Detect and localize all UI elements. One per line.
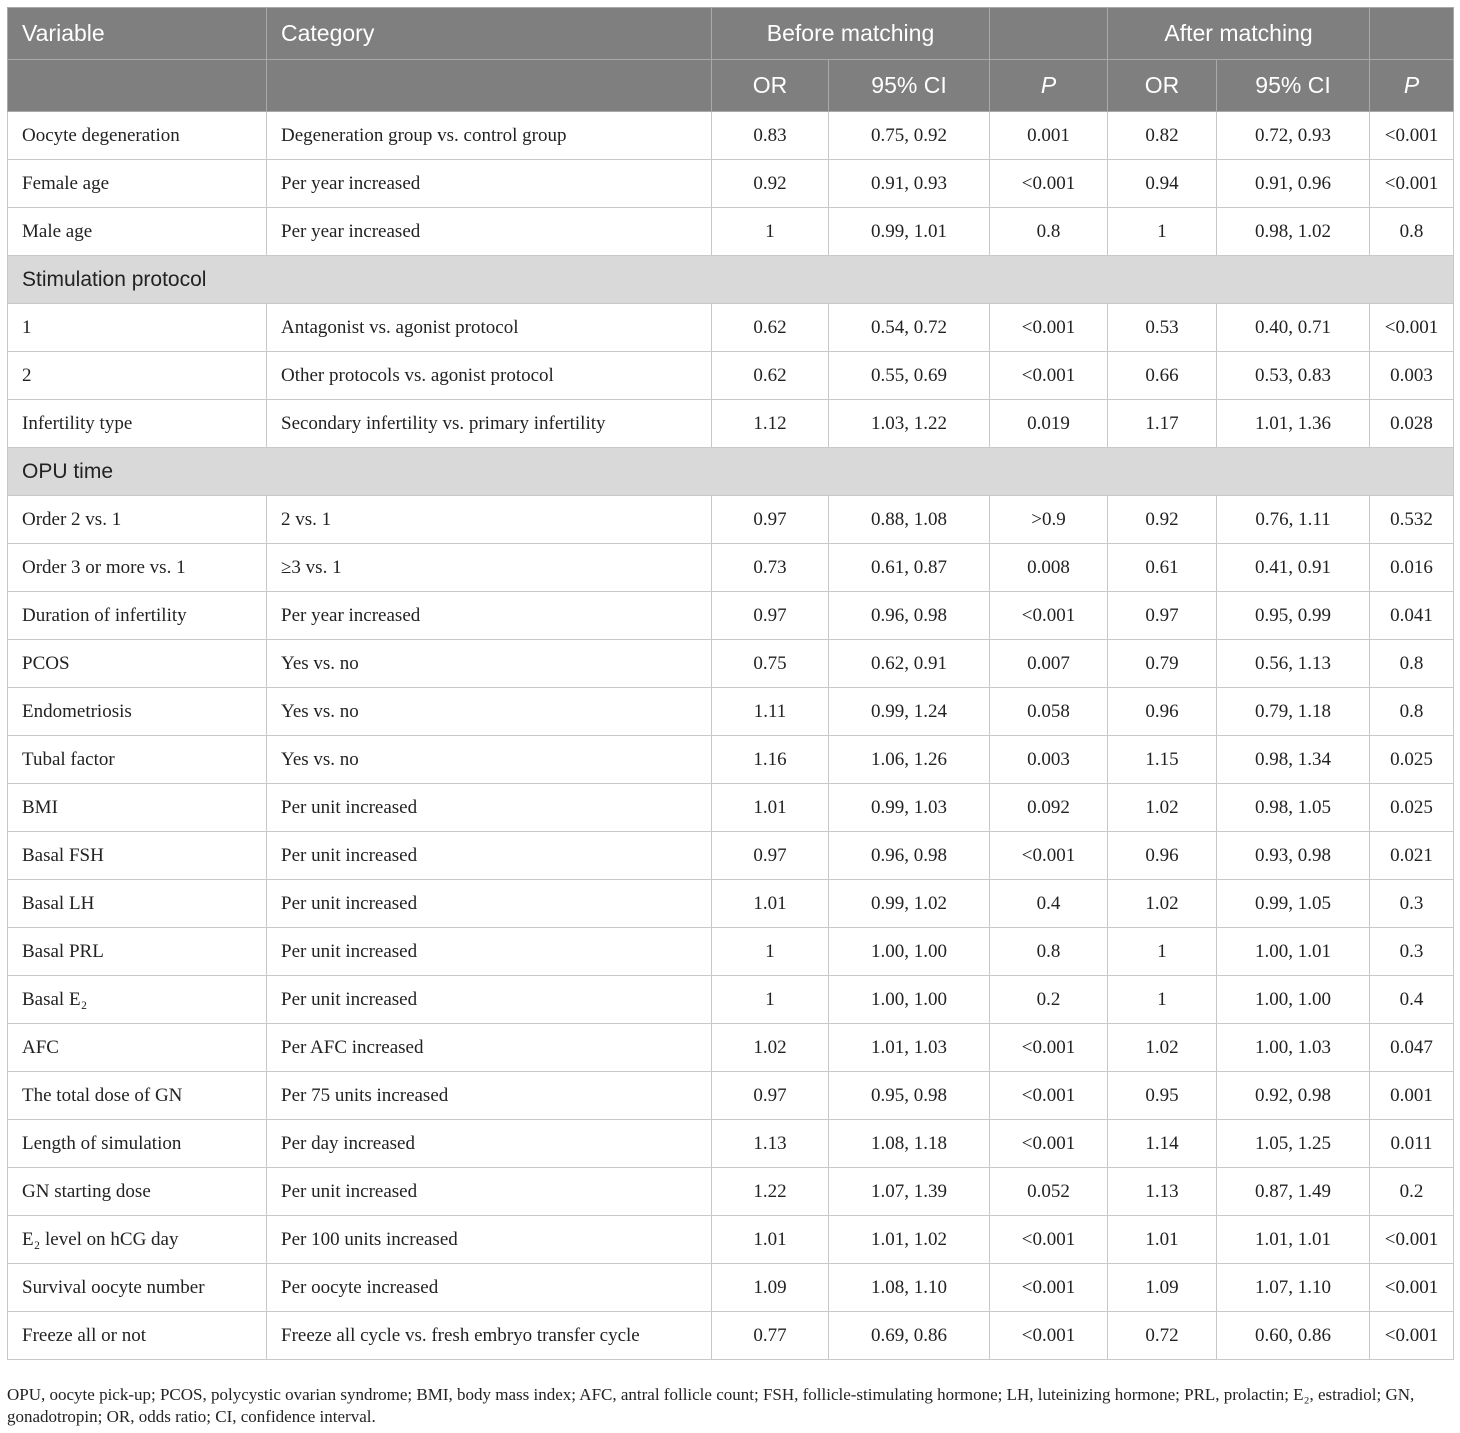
cell-after-ci: 1.01, 1.01 [1217,1216,1370,1264]
cell-after-p: 0.047 [1370,1024,1454,1072]
header-category: Category [267,8,712,60]
cell-variable: Oocyte degeneration [8,112,267,160]
cell-category: Per unit increased [267,832,712,880]
cell-category: ≥3 vs. 1 [267,544,712,592]
cell-category: Degeneration group vs. control group [267,112,712,160]
cell-before-or: 1 [712,976,829,1024]
table-row [8,1072,1454,1120]
cell-category: Secondary infertility vs. primary infertility [267,400,712,448]
cell-after-ci: 0.99, 1.05 [1217,880,1370,928]
cell-before-or: 0.97 [712,592,829,640]
table-row [8,880,1454,928]
cell-after-ci: 0.72, 0.93 [1217,112,1370,160]
cell-before-or: 1 [712,928,829,976]
cell-before-ci: 1.07, 1.39 [829,1168,990,1216]
cell-before-ci: 0.69, 0.86 [829,1312,990,1360]
cell-after-or: 0.92 [1108,496,1217,544]
cell-category: Yes vs. no [267,736,712,784]
section-row [8,256,1454,304]
cell-category: Per year increased [267,160,712,208]
cell-before-p: 0.008 [990,544,1108,592]
cell-before-or: 0.62 [712,352,829,400]
cell-after-p: 0.041 [1370,592,1454,640]
cell-after-ci: 0.98, 1.05 [1217,784,1370,832]
cell-after-ci: 0.98, 1.02 [1217,208,1370,256]
header-after-matching: After matching [1108,8,1370,60]
cell-after-or: 0.96 [1108,832,1217,880]
cell-after-ci: 0.79, 1.18 [1217,688,1370,736]
cell-before-p: 0.019 [990,400,1108,448]
cell-after-p: 0.016 [1370,544,1454,592]
cell-after-p: 0.025 [1370,736,1454,784]
header-before-ci: 95% CI [829,60,990,112]
cell-after-ci: 1.05, 1.25 [1217,1120,1370,1168]
cell-before-p: <0.001 [990,1216,1108,1264]
cell-after-or: 0.79 [1108,640,1217,688]
header-after-empty [1370,8,1454,60]
cell-before-ci: 1.08, 1.10 [829,1264,990,1312]
cell-before-p: <0.001 [990,592,1108,640]
cell-before-ci: 0.99, 1.01 [829,208,990,256]
cell-variable: Endometriosis [8,688,267,736]
cell-before-p: 0.092 [990,784,1108,832]
cell-after-ci: 0.91, 0.96 [1217,160,1370,208]
cell-before-ci: 1.01, 1.03 [829,1024,990,1072]
header-after-ci: 95% CI [1217,60,1370,112]
cell-before-ci: 1.00, 1.00 [829,976,990,1024]
cell-after-p: 0.8 [1370,688,1454,736]
cell-before-or: 0.97 [712,1072,829,1120]
cell-before-ci: 1.08, 1.18 [829,1120,990,1168]
cell-before-or: 1.01 [712,1216,829,1264]
cell-after-ci: 1.01, 1.36 [1217,400,1370,448]
cell-after-or: 1 [1108,208,1217,256]
cell-before-p: <0.001 [990,1072,1108,1120]
cell-before-or: 1.13 [712,1120,829,1168]
cell-before-ci: 0.96, 0.98 [829,832,990,880]
cell-before-ci: 0.55, 0.69 [829,352,990,400]
table-row [8,208,1454,256]
cell-variable: Basal FSH [8,832,267,880]
cell-after-p: 0.532 [1370,496,1454,544]
cell-before-ci: 0.99, 1.02 [829,880,990,928]
cell-after-ci: 0.87, 1.49 [1217,1168,1370,1216]
table-row [8,496,1454,544]
cell-category: Per 75 units increased [267,1072,712,1120]
cell-category: Per year increased [267,592,712,640]
cell-before-or: 0.62 [712,304,829,352]
cell-before-ci: 0.99, 1.03 [829,784,990,832]
cell-before-p: <0.001 [990,352,1108,400]
cell-before-or: 0.77 [712,1312,829,1360]
header-variable: Variable [8,8,267,60]
cell-before-p: 0.007 [990,640,1108,688]
cell-before-p: <0.001 [990,160,1108,208]
cell-before-p: 0.001 [990,112,1108,160]
cell-after-ci: 1.07, 1.10 [1217,1264,1370,1312]
cell-category: Other protocols vs. agonist protocol [267,352,712,400]
cell-category: Per unit increased [267,928,712,976]
header-before-p: P [990,60,1108,112]
cell-after-ci: 0.92, 0.98 [1217,1072,1370,1120]
cell-after-ci: 1.00, 1.01 [1217,928,1370,976]
cell-after-or: 0.94 [1108,160,1217,208]
cell-before-ci: 0.96, 0.98 [829,592,990,640]
table-row [8,1264,1454,1312]
cell-after-or: 1.17 [1108,400,1217,448]
cell-category: Per year increased [267,208,712,256]
cell-before-ci: 0.54, 0.72 [829,304,990,352]
cell-after-p: <0.001 [1370,1264,1454,1312]
table-row [8,976,1454,1024]
cell-category: Per day increased [267,1120,712,1168]
cell-before-p: 0.003 [990,736,1108,784]
cell-before-ci: 0.95, 0.98 [829,1072,990,1120]
cell-after-or: 0.72 [1108,1312,1217,1360]
cell-before-or: 0.75 [712,640,829,688]
cell-variable: GN starting dose [8,1168,267,1216]
cell-variable: 2 [8,352,267,400]
cell-variable: Basal PRL [8,928,267,976]
cell-before-p: 0.8 [990,928,1108,976]
table-row [8,544,1454,592]
header-after-or: OR [1108,60,1217,112]
cell-before-or: 1.22 [712,1168,829,1216]
cell-after-p: 0.2 [1370,1168,1454,1216]
cell-before-ci: 0.61, 0.87 [829,544,990,592]
cell-after-p: 0.011 [1370,1120,1454,1168]
cell-after-ci: 1.00, 1.03 [1217,1024,1370,1072]
cell-after-or: 1.02 [1108,1024,1217,1072]
cell-variable: The total dose of GN [8,1072,267,1120]
cell-before-or: 0.97 [712,496,829,544]
cell-after-p: 0.3 [1370,928,1454,976]
cell-before-p: 0.2 [990,976,1108,1024]
cell-after-p: 0.028 [1370,400,1454,448]
cell-variable: AFC [8,1024,267,1072]
cell-before-p: <0.001 [990,832,1108,880]
cell-variable: Length of simulation [8,1120,267,1168]
cell-before-or: 1.01 [712,880,829,928]
table-footnote: OPU, oocyte pick-up; PCOS, polycystic ovarian syndrome; BMI, body mass index; AFC, antral follicle count; FSH, follicle-stimulating hormone; LH, luteinizing hormone; PRL, prolactin; E₂, estradiol; GN, gonadotropin; OR, odds ratio; CI, confidence interval. [7,1385,1415,1426]
cell-after-or: 1.14 [1108,1120,1217,1168]
header-before-empty [990,8,1108,60]
cell-category: Per oocyte increased [267,1264,712,1312]
table-row [8,784,1454,832]
cell-variable: Order 2 vs. 1 [8,496,267,544]
cell-variable: Survival oocyte number [8,1264,267,1312]
cell-variable: BMI [8,784,267,832]
cell-category: Antagonist vs. agonist protocol [267,304,712,352]
cell-variable: Basal LH [8,880,267,928]
table-body [8,112,1454,1360]
table-row [8,1168,1454,1216]
cell-before-p: 0.052 [990,1168,1108,1216]
cell-variable: PCOS [8,640,267,688]
table-row [8,688,1454,736]
cell-category: Yes vs. no [267,688,712,736]
section-label: Stimulation protocol [8,256,1454,304]
header-before-or: OR [712,60,829,112]
header-after-p: P [1370,60,1454,112]
cell-after-or: 0.97 [1108,592,1217,640]
cell-before-or: 0.97 [712,832,829,880]
cell-before-p: <0.001 [990,1264,1108,1312]
cell-before-ci: 1.01, 1.02 [829,1216,990,1264]
cell-before-or: 0.83 [712,112,829,160]
results-table [7,7,1454,1360]
cell-before-p: >0.9 [990,496,1108,544]
cell-before-or: 1.16 [712,736,829,784]
cell-category: Per AFC increased [267,1024,712,1072]
table-row [8,1120,1454,1168]
cell-variable: Basal E₂ [8,976,267,1024]
cell-category: Per unit increased [267,976,712,1024]
table-row [8,352,1454,400]
cell-after-or: 1.09 [1108,1264,1217,1312]
header-empty-category [267,60,712,112]
header-empty-variable [8,60,267,112]
table-row [8,160,1454,208]
cell-variable: Freeze all or not [8,1312,267,1360]
cell-before-or: 0.92 [712,160,829,208]
cell-after-p: <0.001 [1370,1312,1454,1360]
cell-after-or: 0.61 [1108,544,1217,592]
cell-after-p: 0.4 [1370,976,1454,1024]
cell-after-p: 0.025 [1370,784,1454,832]
cell-category: 2 vs. 1 [267,496,712,544]
cell-after-or: 0.66 [1108,352,1217,400]
cell-after-or: 1.02 [1108,880,1217,928]
cell-before-ci: 0.75, 0.92 [829,112,990,160]
cell-category: Freeze all cycle vs. fresh embryo transfer cycle [267,1312,712,1360]
cell-variable: Order 3 or more vs. 1 [8,544,267,592]
cell-before-or: 1 [712,208,829,256]
cell-before-ci: 1.03, 1.22 [829,400,990,448]
cell-before-or: 1.11 [712,688,829,736]
cell-before-p: <0.001 [990,1312,1108,1360]
cell-after-or: 0.95 [1108,1072,1217,1120]
header-before-matching: Before matching [712,8,990,60]
cell-after-or: 0.96 [1108,688,1217,736]
cell-before-p: 0.8 [990,208,1108,256]
table-row [8,304,1454,352]
table-row [8,1312,1454,1360]
cell-variable: Male age [8,208,267,256]
cell-variable: Infertility type [8,400,267,448]
cell-before-p: <0.001 [990,1024,1108,1072]
cell-after-p: 0.001 [1370,1072,1454,1120]
cell-before-ci: 1.06, 1.26 [829,736,990,784]
cell-variable: Duration of infertility [8,592,267,640]
cell-before-or: 1.02 [712,1024,829,1072]
cell-before-ci: 0.62, 0.91 [829,640,990,688]
cell-variable: Female age [8,160,267,208]
cell-before-or: 1.12 [712,400,829,448]
cell-before-p: <0.001 [990,1120,1108,1168]
cell-after-p: <0.001 [1370,304,1454,352]
cell-after-or: 1.15 [1108,736,1217,784]
cell-after-ci: 0.93, 0.98 [1217,832,1370,880]
cell-before-p: 0.058 [990,688,1108,736]
cell-after-or: 1 [1108,928,1217,976]
cell-before-ci: 0.91, 0.93 [829,160,990,208]
cell-category: Per unit increased [267,880,712,928]
cell-after-p: 0.003 [1370,352,1454,400]
cell-before-p: 0.4 [990,880,1108,928]
cell-after-p: 0.8 [1370,208,1454,256]
cell-variable: Tubal factor [8,736,267,784]
cell-after-ci: 0.40, 0.71 [1217,304,1370,352]
cell-after-p: <0.001 [1370,1216,1454,1264]
cell-after-p: <0.001 [1370,160,1454,208]
cell-variable: 1 [8,304,267,352]
cell-after-ci: 0.41, 0.91 [1217,544,1370,592]
cell-after-or: 1 [1108,976,1217,1024]
table-row [8,1216,1454,1264]
table-row [8,832,1454,880]
cell-before-or: 1.01 [712,784,829,832]
cell-variable: E₂ level on hCG day [8,1216,267,1264]
cell-category: Per unit increased [267,784,712,832]
cell-after-ci: 0.95, 0.99 [1217,592,1370,640]
cell-after-ci: 0.76, 1.11 [1217,496,1370,544]
cell-after-or: 1.01 [1108,1216,1217,1264]
cell-after-ci: 0.60, 0.86 [1217,1312,1370,1360]
section-row [8,448,1454,496]
cell-after-p: 0.021 [1370,832,1454,880]
cell-after-ci: 1.00, 1.00 [1217,976,1370,1024]
table-row [8,736,1454,784]
cell-before-or: 1.09 [712,1264,829,1312]
table-row [8,400,1454,448]
cell-before-or: 0.73 [712,544,829,592]
section-label: OPU time [8,448,1454,496]
cell-after-ci: 0.98, 1.34 [1217,736,1370,784]
cell-after-or: 0.82 [1108,112,1217,160]
cell-before-p: <0.001 [990,304,1108,352]
cell-category: Per unit increased [267,1168,712,1216]
cell-before-ci: 0.99, 1.24 [829,688,990,736]
table-row [8,1024,1454,1072]
cell-after-or: 1.02 [1108,784,1217,832]
cell-after-ci: 0.56, 1.13 [1217,640,1370,688]
cell-after-p: <0.001 [1370,112,1454,160]
cell-after-ci: 0.53, 0.83 [1217,352,1370,400]
table-row [8,928,1454,976]
table-row [8,640,1454,688]
table-row [8,112,1454,160]
cell-after-p: 0.3 [1370,880,1454,928]
cell-after-p: 0.8 [1370,640,1454,688]
cell-before-ci: 0.88, 1.08 [829,496,990,544]
cell-before-ci: 1.00, 1.00 [829,928,990,976]
cell-category: Per 100 units increased [267,1216,712,1264]
cell-category: Yes vs. no [267,640,712,688]
table-row [8,592,1454,640]
cell-after-or: 0.53 [1108,304,1217,352]
cell-after-or: 1.13 [1108,1168,1217,1216]
